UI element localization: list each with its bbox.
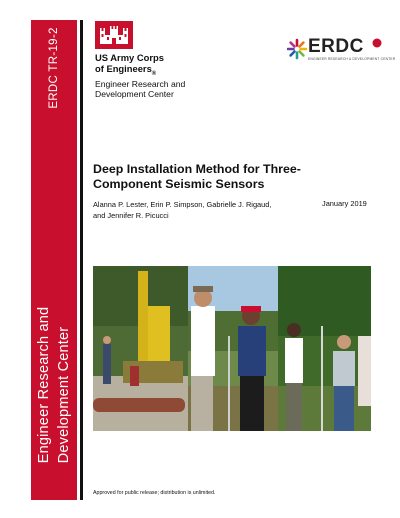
authors — [93, 199, 293, 221]
report-id-text: ERDC TR-19-2 — [48, 26, 60, 109]
org-vertical-line-1: Engineer Research and — [36, 306, 52, 464]
org-vertical-line-2: Development Center — [56, 326, 72, 464]
report-date: January 2019 — [322, 199, 367, 208]
castle-icon — [95, 21, 133, 49]
title-line-1: Deep Installation Method for Three- — [93, 162, 301, 176]
usace-line-2: of Engineers — [95, 62, 152, 74]
erdc-wordmark: ERDC — [308, 36, 364, 57]
usace-line-3: Engineer Research and — [95, 78, 186, 89]
usace-line-1: US Army Corps — [95, 52, 164, 63]
authors-line-1: Alanna P. Lester, Erin P. Simpson, Gabrielle J. Rigaud, — [93, 200, 272, 209]
authors-line-2: and Jennifer R. Picucci — [93, 211, 169, 220]
title-line-2: Component Seismic Sensors — [93, 177, 265, 191]
erdc-tagline: ENGINEER RESEARCH & DEVELOPMENT CENTER — [308, 57, 396, 61]
registered-mark: ® — [151, 70, 157, 77]
vertical-rule — [80, 20, 83, 500]
release-statement: Approved for public release; distribution is unlimited. — [93, 490, 216, 496]
usace-name-block — [95, 53, 185, 100]
report-id-vertical — [31, 20, 77, 115]
usace-line-4: Development Center — [95, 89, 174, 100]
field-work-photo — [93, 266, 371, 431]
org-name-vertical — [31, 270, 77, 500]
report-title — [93, 162, 378, 192]
